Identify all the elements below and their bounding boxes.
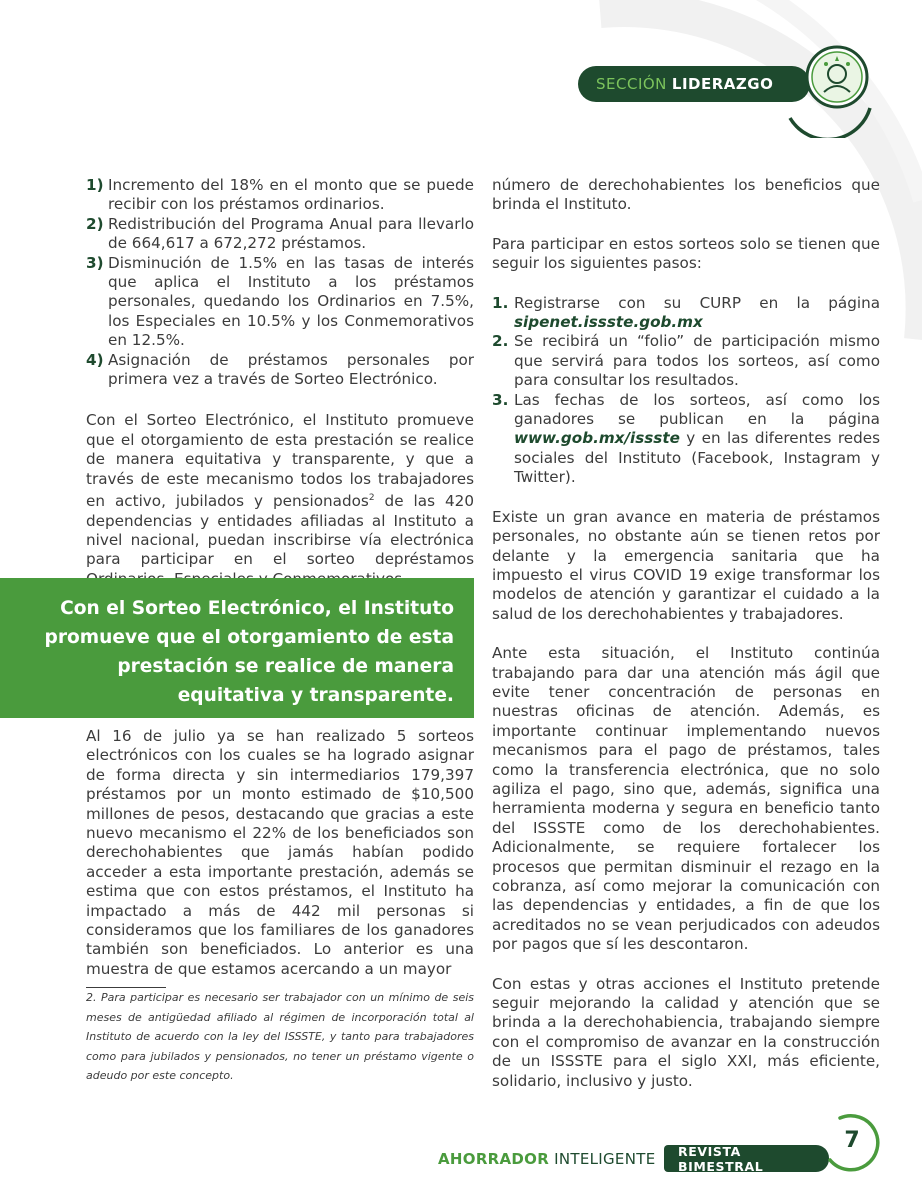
list-item: 4) Asignación de préstamos personales por primera vez a través de Sorteo Electrónico. xyxy=(86,350,474,389)
list-item: 2) Redistribución del Programa Anual para llevarlo de 664,617 a 672,272 préstamos. xyxy=(86,214,474,253)
footer-brand-rest: INTELIGENTE xyxy=(549,1150,656,1168)
section-tag-bold: LIDERAZGO xyxy=(671,75,774,93)
paragraph-sorteo: Con el Sorteo Electrónico, el Instituto promueve que el otorgamiento de esta prestación se realice de manera equitativa y transparente, y que a través de este mecanismo todos los trabajadores en activo, jubilados y pensionados$^2$ de las 420 dependencias y entidades afiliadas al Instituto a nivel nacional, puedan inscribirse vía electrónica para participar en el sorteo depréstamos xyxy=(86,411,474,569)
paragraph-continuation: número de derechohabientes los beneficios que brinda el Instituto. xyxy=(492,176,880,214)
list-item: 1) Incremento del 18% en el monto que se puede recibir con los préstamos ordinarios. xyxy=(86,176,474,214)
gob-mx-link[interactable]: www.gob.mx/issste xyxy=(514,429,680,448)
paragraph-results: Al 16 de julio ya se han realizado 5 sorteos electrónicos con los cuales se ha logrado asignar de forma directa y sin intermediarios 179,397 préstamos por un monto estimado de $10,500 millones de pesos, destacando que gracias a este nuevo mecanismo el 22% de los beneficiados son derechohabientes que jamás habían podido acceder a esta importante prestación, además se estima que con estos préstamos, el Instituto ha impactado a más de 442 mil personas si consideramos que los familiares de los ganadores también son beneficiados. Lo anterior es una muestra de que estamos acercando a un mayor xyxy=(86,727,474,978)
paragraph-closing: Con estas y otras acciones el Instituto pretende seguir mejorando la calidad y atención que se brinda a la derechohabiencia, trabajando siempre con el compromiso de avanzar en la construcción de un ISSSTE para el siglo XXI, más eficiente, solidario, inclusivo y justo. xyxy=(492,974,880,1090)
right-column xyxy=(492,176,880,1091)
magazine-tag: REVISTA BIMESTRAL xyxy=(664,1145,829,1172)
step-item: 2. Se recibirá un “folio” de participación mismo que servirá para todos los sorteos, así como para consultar los resultados. xyxy=(492,332,880,390)
step-item: 3. Las fechas de los sorteos, así como los ganadores se publican en la página www.gob.mx/issste y en las diferentes redes sociales del Instituto (Facebook, Instagram y Twitter). xyxy=(492,390,880,487)
footnote-ref: 2 xyxy=(368,493,375,504)
paragraph-steps-intro: Para participar en estos sorteos solo se tienen que seguir los siguientes pasos: xyxy=(492,234,880,273)
footer-brand-bold: AHORRADOR xyxy=(438,1150,550,1168)
left-column-top xyxy=(86,176,474,589)
header-arc xyxy=(770,38,890,138)
footnote: 2. Para participar es necesario ser trabajador con un mínimo de seis meses de antigüedad afiliado al régimen de incorporación total al Instituto de acuerdo con la ley del ISSSTE, y tanto para trabajadores como para jubilados y pensionados, no tener un préstamo vigente o adeudo por este concepto. xyxy=(86,991,474,1082)
pull-quote: Con el Sorteo Electrónico, el Instituto promueve que el otorgamiento de esta prestación se realice de manera equitativa y transparente. xyxy=(0,578,474,718)
list-item: 3) Disminución de 1.5% en las tasas de interés que aplica el Instituto a los préstamos personales, quedando los Ordinarios en 7.5%, los Especiales en 10.5% y los Conmemorativos en 12.5%. xyxy=(86,253,474,350)
footer-brand xyxy=(438,1150,655,1168)
left-column-bottom xyxy=(86,727,474,979)
step-item: 1. Registrarse con su CURP en la página sipenet.issste.gob.mx xyxy=(492,293,880,332)
section-tag-light: SECCIÓN xyxy=(596,75,667,93)
paragraph-progress: Existe un gran avance en materia de préstamos personales, no obstante aún se tienen retos por delante y la emergencia sanitaria que ha impuesto el virus COVID 19 exige transformar los modelos de atención y garantizar el cuidado a la salud de los derechohabientes y trabajadores. xyxy=(492,507,880,623)
page-number: 7 xyxy=(844,1128,860,1153)
steps-list xyxy=(492,294,880,488)
paragraph-situation: Ante esta situación, el Instituto continúa trabajando para dar una atención más ágil que evite tener concentración de personas en nuestras oficinas de atención. Además, es importante continuar implementando nuevos mecanismos para el pago de préstamos, tales como la transferencia electrónica, que no solo agiliza el pago, sino que, además, significa una herramienta moderna y segura en beneficio tanto del ISSSTE como de los derechohabientes. Adicionalmente, se requiere fortalecer los procesos que permitan disminuir el rezago en la cobranza, así como mejorar la comunicación con las dependencias y entidades, a fin de que los acreditados no se vean perjudicados con adeudos por pagos que sí les descontaron. xyxy=(492,644,880,954)
sipenet-link[interactable]: sipenet.issste.gob.mx xyxy=(514,313,703,332)
measures-list xyxy=(86,176,474,389)
